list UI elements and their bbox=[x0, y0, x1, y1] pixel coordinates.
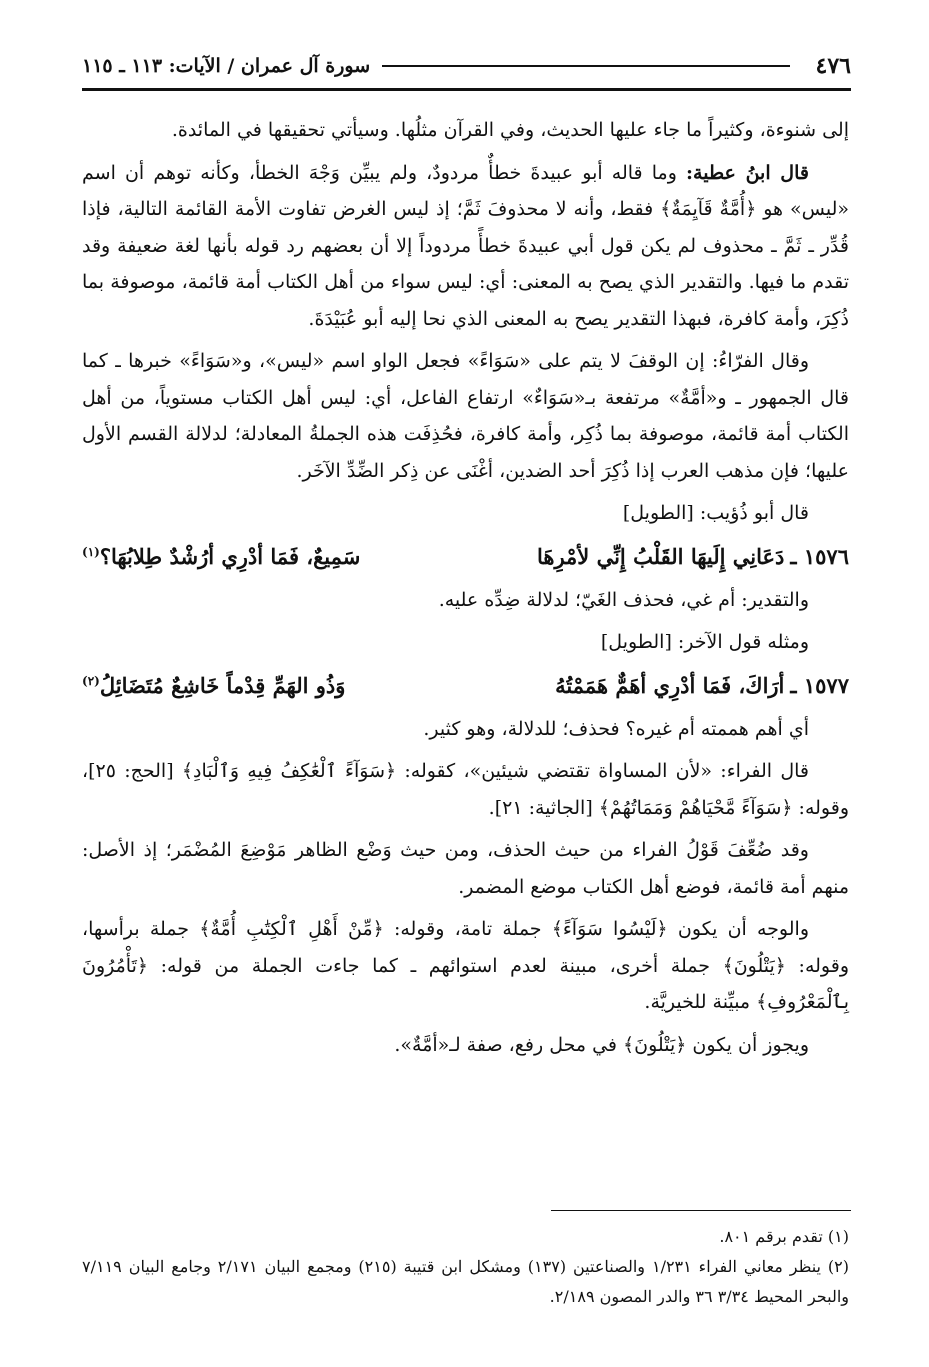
footnote-ref-2[interactable]: (٢) bbox=[82, 673, 100, 688]
paragraph-5: والتقدير: أم غي، فحذف الغَيّ؛ لدلالة ضِدِّه عليه. bbox=[438, 588, 809, 611]
paragraph-2-text: وما قاله أبو عبيدةَ خطأٌ مردودٌ، ولم يبيِّن وَجْهَ الخطأ، وكأنه توهم أن اسم «ليس» هو ﴿أُمَّةٌ قَآيِمَةٌ﴾ فقط، وأنه لا محذوفَ ثَمَّ؛ إذ ليس الغرض تفاوت الأمة القائمة التالية، فإذا قُدِّر ـ ثَمَّ ـ محذوف لم يكن قول أبي عبيدةَ خطأً مردوداً إلا أن بعضهم رد قوله بأنها لغة ضعيفة وقد تقدم ما فيها. والتقدير الذي يصح به المعنى: أي: ليس سواء من أهل الكتاب أمة قائمة، موصوفة بما ذُكِرَ، وأمة كافرة، فبهذا التقدير يصح به المعنى الذي نحا إليه أبو عُبَيْدَةَ. bbox=[82, 161, 849, 330]
footnotes bbox=[82, 1222, 849, 1312]
footnote-rule bbox=[551, 1210, 851, 1211]
paragraph-6: ومثله قول الآخر: [الطويل] bbox=[600, 631, 809, 653]
paragraph-3: وقال الفرّاءُ: إن الوقفَ لا يتم على «سَوَاءً» فجعل الواو اسم «ليس»، و«سَوَاءً» خبرها ـ كما قال الجمهور ـ و«أمَّةٌ» مرتفعة بـ«سَوَاءٌ» ارتفاع الفاعل، أي: ليس أهل الكتاب مستوياً، من أهل الكتاب أمة قائمة، موصوفة بما ذُكِر، وأمة كافرة، فحُذِفَت هذه الجملةُ المعادلة؛ لدلالة القسم الأول عليها؛ فإن مذهب العرب إذا ذُكِرَ أحد الضدين، أغْنَى عن ذِكر الضِّدِّ الآخَر. bbox=[82, 350, 849, 482]
paragraph-8: قال الفراء: «لأن المساواة تقتضي شيئين»، كقوله: ﴿سَوَآءً ٱلْعَٰكِفُ فِيهِ وَٱلْبَادِ﴾ [الحج: ٢٥]، وقوله: ﴿سَوَآءً مَّحْيَاهُمْ وَمَمَاتُهُمْ﴾ [الجاثية: ٢١]. bbox=[82, 760, 849, 819]
header-line bbox=[382, 65, 789, 67]
paragraph-4: قال أبو ذُؤيب: [الطويل] bbox=[622, 502, 809, 524]
page-header bbox=[82, 50, 851, 82]
verse-hemistich-2 bbox=[82, 667, 433, 705]
page-number: ٤٧٦ bbox=[815, 53, 851, 79]
verse-hemistich-2 bbox=[82, 538, 433, 576]
paragraph-10: والوجه أن يكون ﴿لَيْسُوا سَوَآءً﴾ جملة تامة، وقوله: ﴿مِّنْ أَهْلِ ٱلْكِتَٰبِ أُمَّةٌ﴾ جملة برأسها، وقوله: ﴿يَتْلُونَ﴾ جملة أخرى، مبينة لعدم استوائهم ـ كما جاءت الجملة من قوله: ﴿تَأْمُرُونَ بِٱلْمَعْرُوفِ﴾ مبيِّنة للخيريَّة. bbox=[82, 918, 849, 1013]
header-rule bbox=[82, 88, 851, 91]
verse-hemistich-1: أرَاكَ، فَمَا أدْرِي أهَمٌّ هَمَمْتُهُ bbox=[555, 672, 785, 698]
paragraph-7: أي أهم هممته أم غيره؟ فحذف؛ للدلالة، وهو كثير. bbox=[423, 717, 809, 740]
ibn-atiyyah-lead: قال ابنُ عطية: bbox=[686, 161, 809, 184]
verse-number: ١٥٧٦ ـ bbox=[790, 543, 849, 569]
verse-number: ١٥٧٧ ـ bbox=[790, 672, 849, 698]
footnote-2: (٢) ينظر معاني الفراء ١/٢٣١ والصناعتين (١٣٧) ومشكل ابن قتيبة (٢١٥) ومجمع البيان ٢/١٧١ وجامع البيان ٧/١١٩ والبحر المحيط ٣/٣٤ ٣٦ والدر المصون ٢/١٨٩. bbox=[82, 1257, 850, 1306]
paragraph-9: وقد ضُعِّفَ قَوْلُ الفراء من حيث الحذف، ومن حيث وَضْع الظاهر مَوْضِعَ المُضْمَر؛ إذ الأصل: منهم أمة قائمة، فوضع أهل الكتاب موضع المضمر. bbox=[82, 839, 849, 898]
verse-hemistich-2-text: وَذُو الهَمِّ قِدْماً خَاشِعٌ مُتَضَائِلُ bbox=[99, 672, 346, 698]
paragraph-2 bbox=[82, 155, 849, 338]
verse-1577 bbox=[82, 667, 849, 705]
paragraph-11: ويجوز أن يكون ﴿يَتْلُونَ﴾ في محل رفع، صفة لـ«أمَّةٌ». bbox=[394, 1033, 809, 1056]
footnote-ref-1[interactable]: (١) bbox=[82, 544, 100, 559]
main-text bbox=[82, 112, 849, 1069]
verse-1576 bbox=[82, 538, 849, 576]
footnote-1: (١) تقدم برقم ٨٠١. bbox=[719, 1227, 849, 1246]
verse-hemistich-2-text: سَمِيعٌ، فَمَا أدْرِي أرُشْدٌ طِلابُهَا؟ bbox=[99, 543, 361, 569]
verse-hemistich-1: دَعَانِي إِلَيهَا القَلْبُ إِنِّي لأمْرِهَا bbox=[536, 543, 785, 569]
surah-title: سورة آل عمران / الآيات: ١١٣ ـ ١١٥ bbox=[82, 55, 371, 77]
paragraph-1: إلى شنوءة، وكثيراً ما جاء عليها الحديث، وفي القرآن مثلُها. وسيأتي تحقيقها في المائدة. bbox=[171, 119, 849, 141]
